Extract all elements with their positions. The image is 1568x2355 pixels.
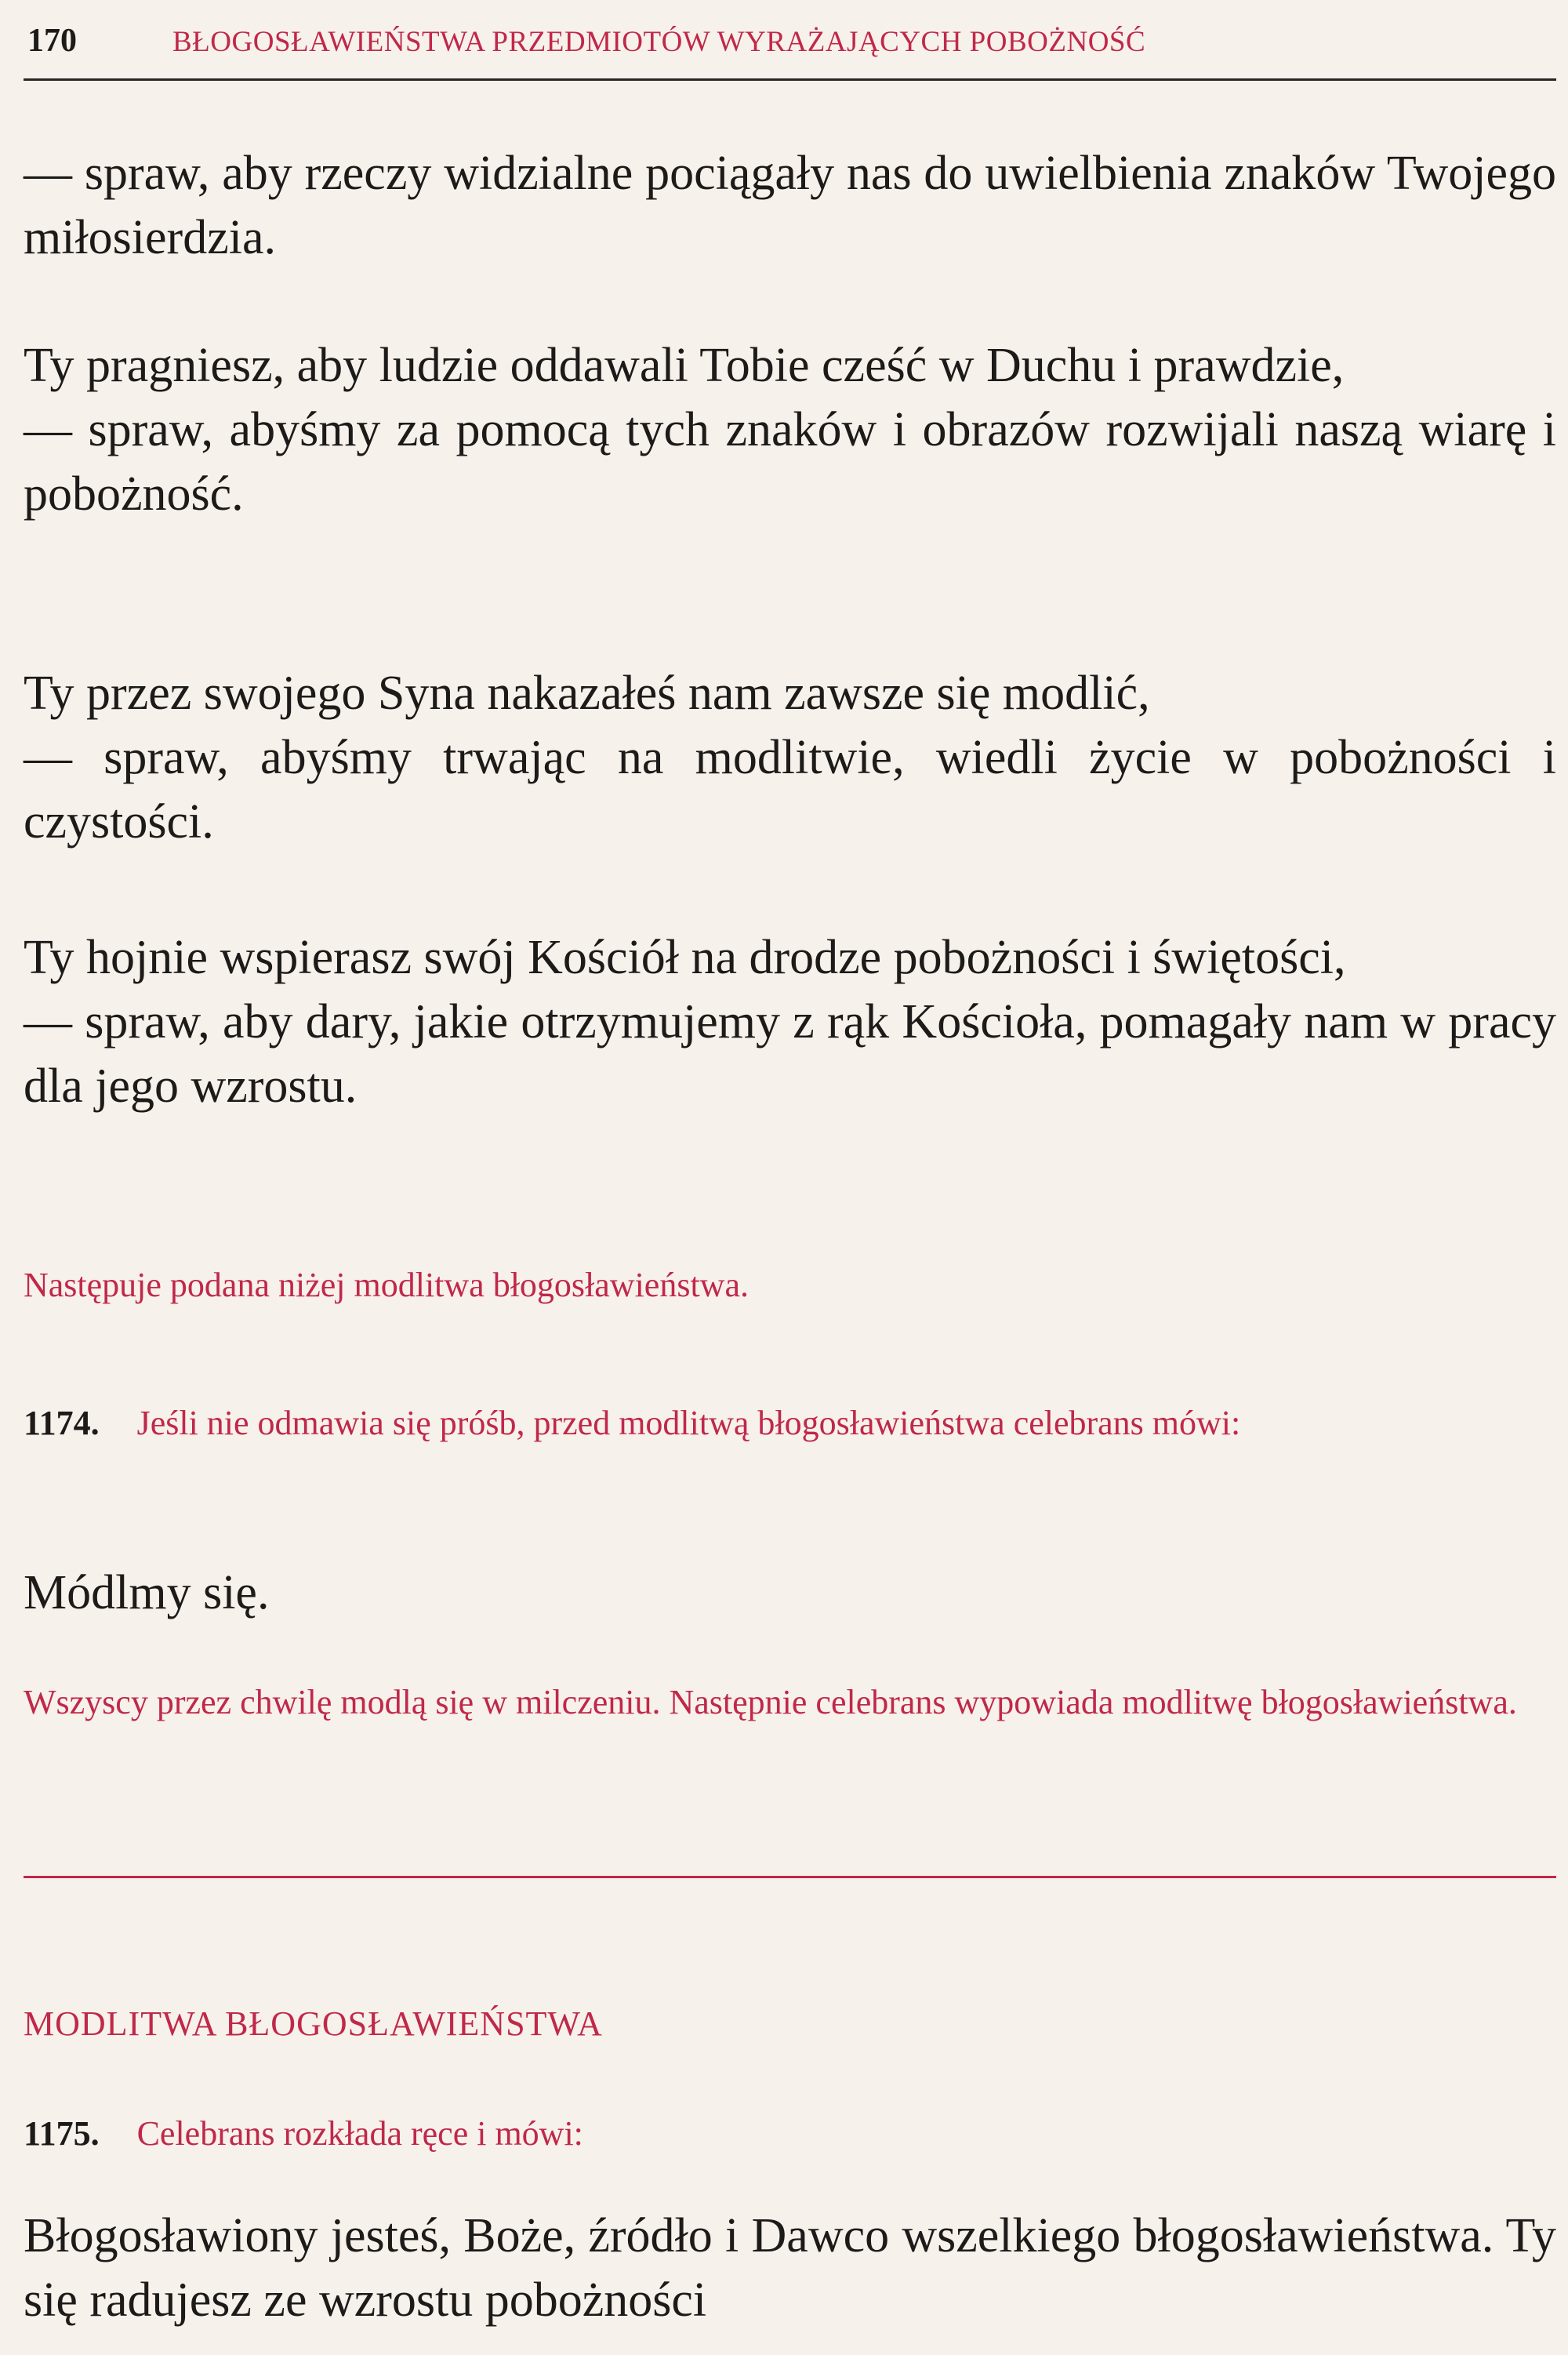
intercession-response: — spraw, aby dary, jakie otrzymujemy z rąk Kościoła, pomagały nam w pracy dla jego wzrostu. [24,995,1556,1113]
prayer-call: Módlmy się. [24,1566,270,1619]
rubric-1174 [24,1401,1556,1446]
paragraph-number: 1174. [24,1404,100,1442]
section-divider [24,1876,1556,1878]
intercession-petition: Ty hojnie wspierasz swój Kościół na drodze pobożności i świętości, [24,931,1346,984]
intercession-response: — spraw, aby rzeczy widzialne pociągały nas do uwielbienia znaków Twojego miłosierdzia. [24,147,1556,264]
running-title: BŁOGOSŁAWIEŃSTWA PRZEDMIOTÓW WYRAŻAJĄCYCH POBOŻNOŚĆ [172,26,1146,58]
intercession-response: — spraw, abyśmy trwając na modlitwie, wiedli życie w pobożności i czystości. [24,731,1556,849]
section-title: MODLITWA BŁOGOSŁAWIEŃSTWA [24,2004,603,2043]
intercession-petition: Ty pragniesz, aby ludzie oddawali Tobie cześć w Duchu i prawdzie, [24,339,1345,392]
blessing-prayer-text: Błogosławiony jesteś, Boże, źródło i Dawco wszelkiego błogosławieństwa. Ty się radujesz ze wzrostu pobożności [24,2209,1556,2327]
page-header [24,17,1556,72]
page-number: 170 [27,23,77,59]
paragraph-number: 1175. [24,2114,100,2153]
rubric-text: Celebrans rozkłada ręce i mówi: [136,2114,583,2153]
intercession-petition: Ty przez swojego Syna nakazałeś nam zawsze się modlić, [24,667,1150,720]
rubric-text: Jeśli nie odmawia się próśb, przed modlitwą błogosławieństwa celebrans mówi: [136,1404,1241,1442]
rubric: Następuje podana niżej modlitwa błogosławieństwa. [24,1266,749,1304]
rubric: Wszyscy przez chwilę modlą się w milczeniu. Następnie celebrans wypowiada modlitwę błogosławieństwa. [24,1683,1517,1721]
intercession-block [24,333,1556,526]
intercession-block [24,661,1556,854]
header-rule [24,78,1556,81]
intercession-block [24,925,1556,1118]
rubric-1175 [24,2111,1556,2157]
intercession-response: — spraw, abyśmy za pomocą tych znaków i obrazów rozwijali naszą wiarę i pobożność. [24,403,1556,521]
